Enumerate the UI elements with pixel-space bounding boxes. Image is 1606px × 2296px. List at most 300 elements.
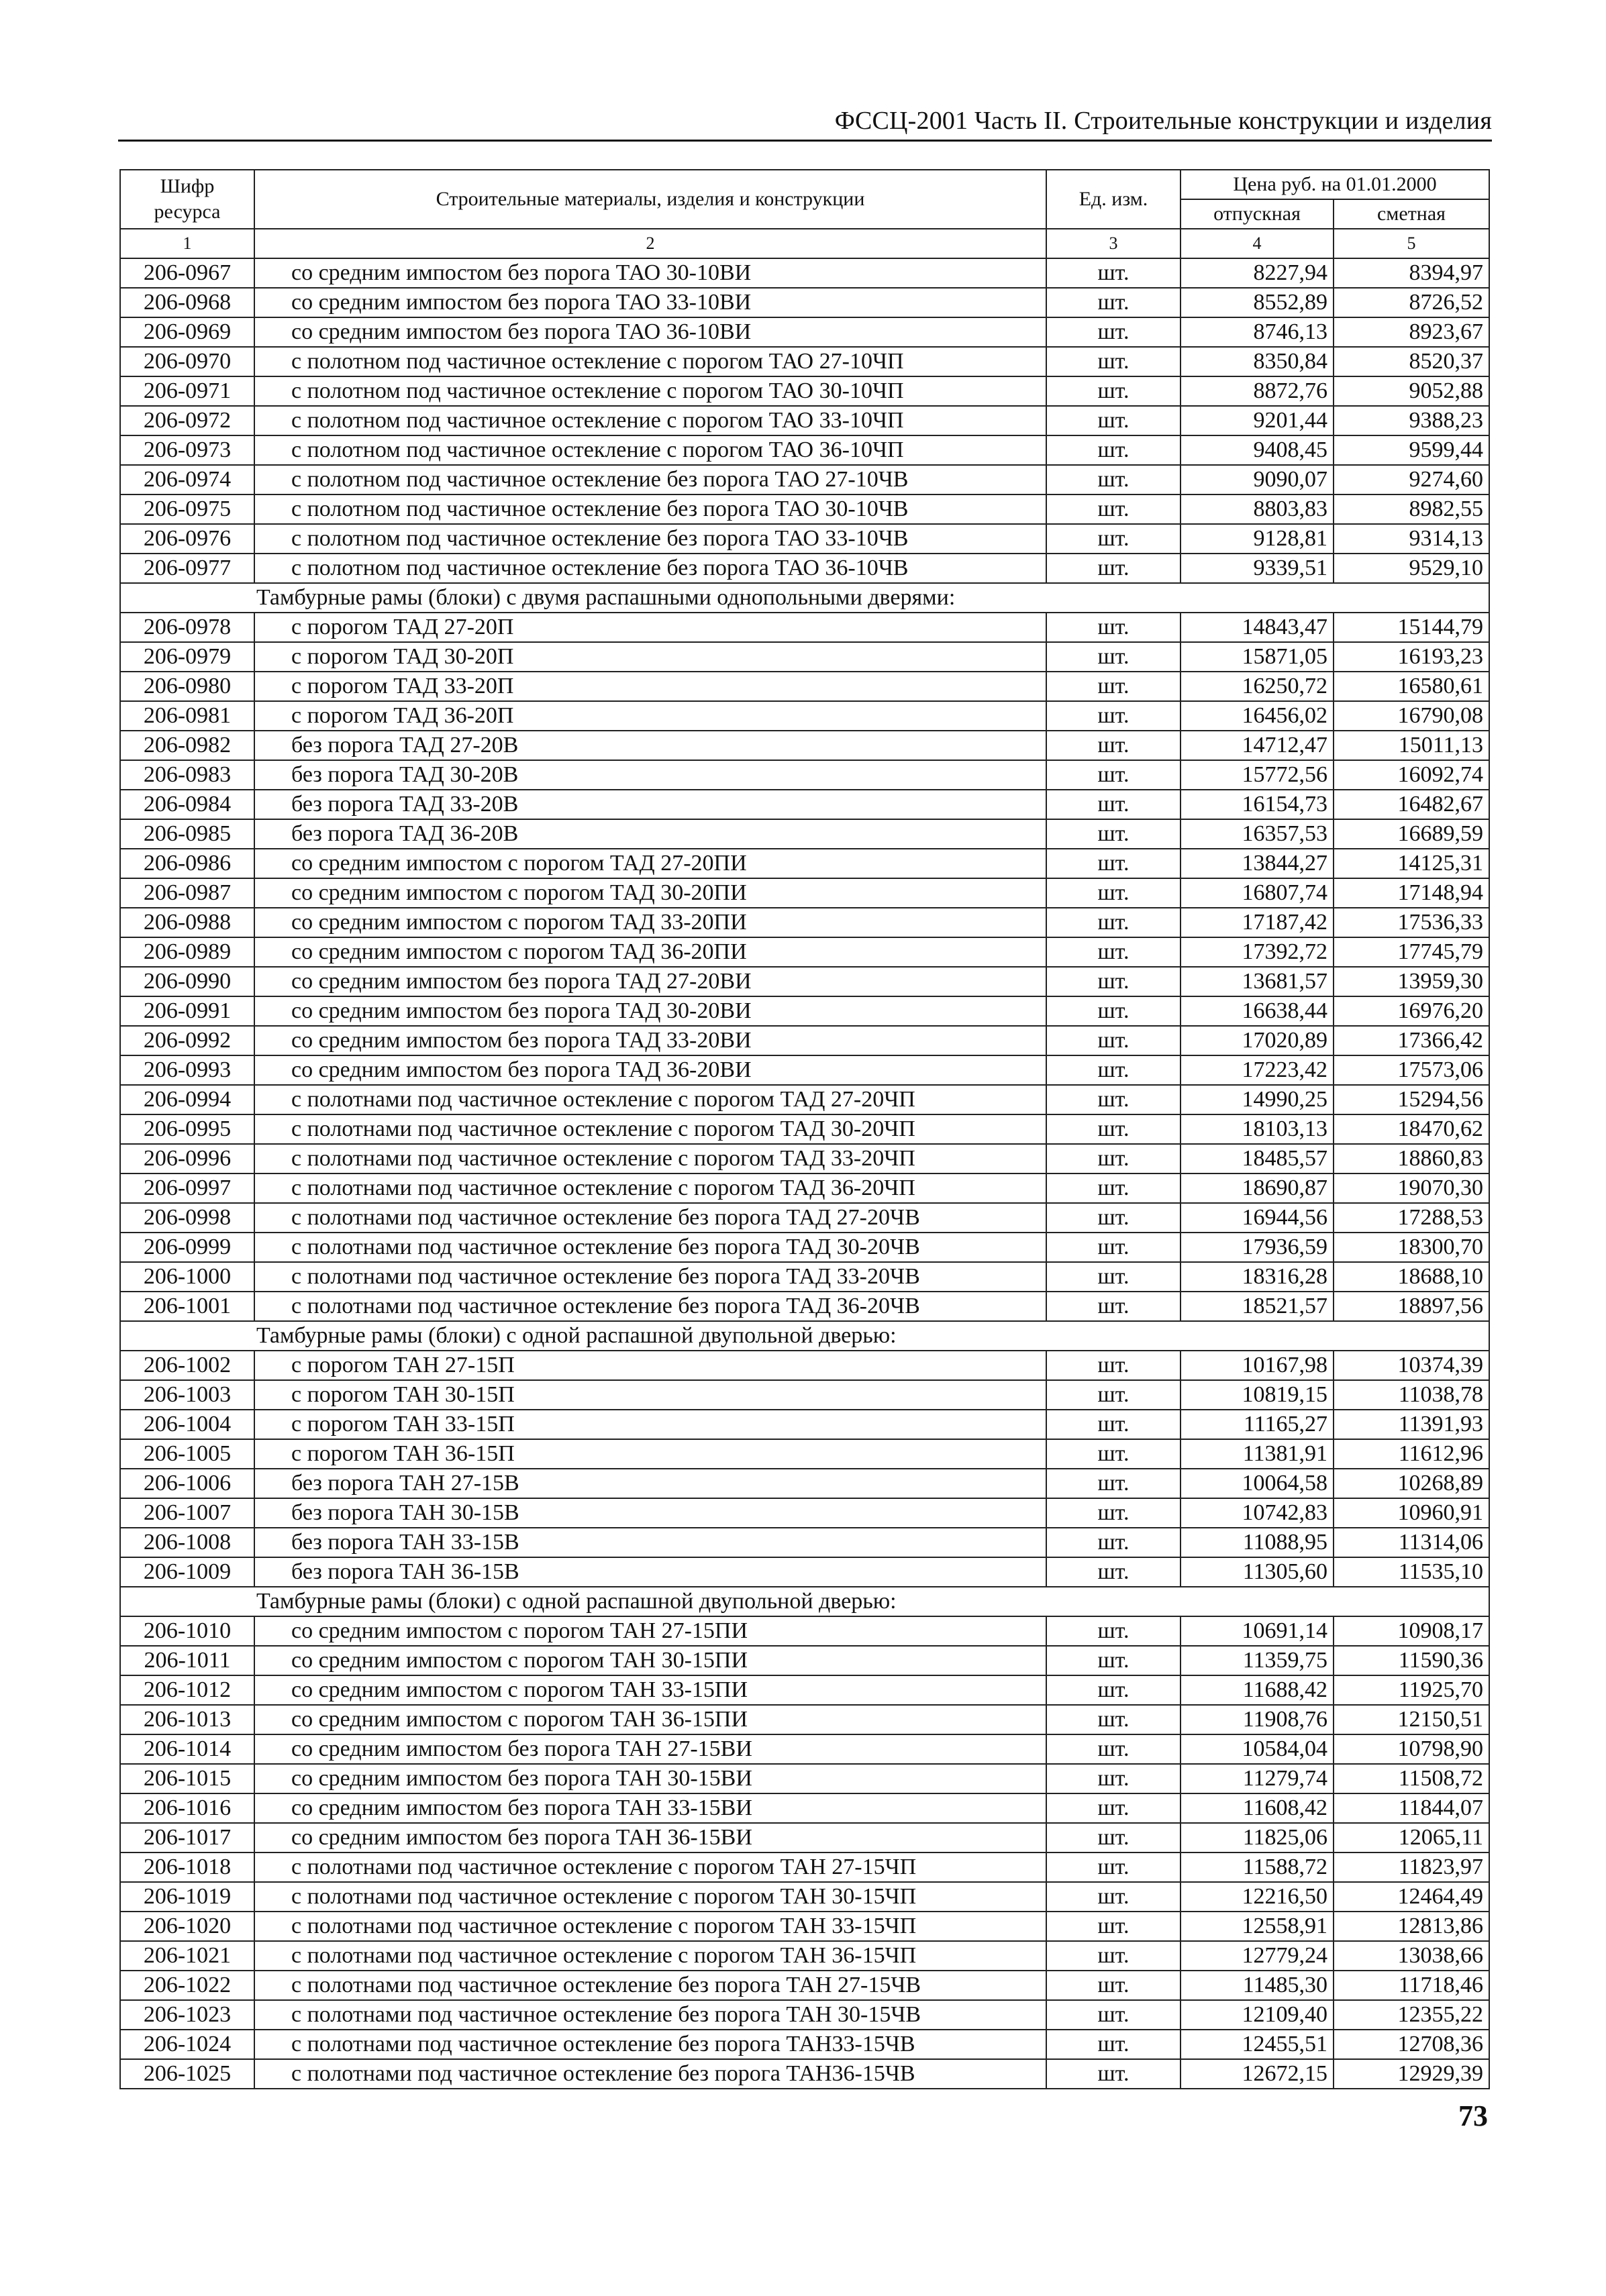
cell-code: 206-1020 <box>120 1912 254 1941</box>
cell-name: с полотнами под частичное остекление без порога ТАД 36-20ЧВ <box>254 1292 1046 1321</box>
cell-code: 206-1023 <box>120 2000 254 2030</box>
cell-release-price: 10691,14 <box>1181 1616 1334 1646</box>
cell-code: 206-0999 <box>120 1233 254 1262</box>
table-row <box>120 878 1489 908</box>
cell-release-price: 12216,50 <box>1181 1882 1334 1912</box>
cell-unit: шт. <box>1046 1912 1181 1941</box>
table-row <box>120 1203 1489 1233</box>
cell-estimate-price: 16482,67 <box>1334 790 1489 819</box>
header-rule <box>118 140 1492 142</box>
table-row <box>120 288 1489 317</box>
cell-release-price: 9339,51 <box>1181 554 1334 583</box>
table-row <box>120 1498 1489 1528</box>
table-row <box>120 908 1489 937</box>
cell-unit: шт. <box>1046 494 1181 524</box>
cell-estimate-price: 18470,62 <box>1334 1114 1489 1144</box>
cell-code: 206-1005 <box>120 1439 254 1469</box>
cell-name: с порогом ТАД 27-20П <box>254 613 1046 642</box>
cell-estimate-price: 10374,39 <box>1334 1351 1489 1380</box>
cell-estimate-price: 17288,53 <box>1334 1203 1489 1233</box>
cell-code: 206-0990 <box>120 967 254 996</box>
cell-unit: шт. <box>1046 849 1181 878</box>
cell-estimate-price: 11038,78 <box>1334 1380 1489 1410</box>
cell-name: со средним импостом с порогом ТАН 30-15ПИ <box>254 1646 1046 1675</box>
cell-name: с полотном под частичное остекление без порога ТАО 27-10ЧВ <box>254 465 1046 494</box>
cell-code: 206-0993 <box>120 1055 254 1085</box>
cell-estimate-price: 11925,70 <box>1334 1675 1489 1705</box>
cell-estimate-price: 15144,79 <box>1334 613 1489 642</box>
cell-release-price: 10584,04 <box>1181 1734 1334 1764</box>
table-row <box>120 2059 1489 2089</box>
cell-code: 206-1006 <box>120 1469 254 1498</box>
cell-unit: шт. <box>1046 347 1181 376</box>
cell-code: 206-0995 <box>120 1114 254 1144</box>
cell-code: 206-0982 <box>120 731 254 760</box>
cell-estimate-price: 18897,56 <box>1334 1292 1489 1321</box>
cell-estimate-price: 12708,36 <box>1334 2030 1489 2059</box>
cell-unit: шт. <box>1046 1380 1181 1410</box>
cell-code: 206-1004 <box>120 1410 254 1439</box>
cell-code: 206-1014 <box>120 1734 254 1764</box>
table-row <box>120 1823 1489 1853</box>
cell-estimate-price: 11823,97 <box>1334 1853 1489 1882</box>
cell-unit: шт. <box>1046 2030 1181 2059</box>
cell-release-price: 11165,27 <box>1181 1410 1334 1439</box>
cell-name: с полотнами под частичное остекление с порогом ТАН 33-15ЧП <box>254 1912 1046 1941</box>
cell-estimate-price: 17536,33 <box>1334 908 1489 937</box>
cell-code: 206-0970 <box>120 347 254 376</box>
cell-release-price: 18316,28 <box>1181 1262 1334 1292</box>
cell-name: со средним импостом с порогом ТАН 36-15ПИ <box>254 1705 1046 1734</box>
cell-release-price: 11485,30 <box>1181 1971 1334 2000</box>
cell-release-price: 18485,57 <box>1181 1144 1334 1173</box>
cell-code: 206-0967 <box>120 258 254 288</box>
cell-unit: шт. <box>1046 1853 1181 1882</box>
cell-unit: шт. <box>1046 1793 1181 1823</box>
cell-name: с порогом ТАН 33-15П <box>254 1410 1046 1439</box>
cell-unit: шт. <box>1046 672 1181 701</box>
cell-release-price: 17187,42 <box>1181 908 1334 937</box>
table-row <box>120 819 1489 849</box>
cell-estimate-price: 11535,10 <box>1334 1557 1489 1587</box>
table-row <box>120 760 1489 790</box>
cell-unit: шт. <box>1046 1439 1181 1469</box>
cell-release-price: 12109,40 <box>1181 2000 1334 2030</box>
cell-name: с полотнами под частичное остекление с порогом ТАД 30-20ЧП <box>254 1114 1046 1144</box>
cell-code: 206-0985 <box>120 819 254 849</box>
cell-unit: шт. <box>1046 1055 1181 1085</box>
cell-unit: шт. <box>1046 1557 1181 1587</box>
cell-release-price: 13844,27 <box>1181 849 1334 878</box>
table-row <box>120 554 1489 583</box>
cell-unit: шт. <box>1046 1351 1181 1380</box>
section-heading: Тамбурные рамы (блоки) с одной распашной двупольной дверью: <box>120 1321 1489 1351</box>
cell-estimate-price: 15011,13 <box>1334 731 1489 760</box>
cell-unit: шт. <box>1046 1114 1181 1144</box>
cell-estimate-price: 16790,08 <box>1334 701 1489 731</box>
cell-estimate-price: 16689,59 <box>1334 819 1489 849</box>
table-row <box>120 258 1489 288</box>
cell-unit: шт. <box>1046 1528 1181 1557</box>
col-number: 4 <box>1181 229 1334 258</box>
cell-unit: шт. <box>1046 1203 1181 1233</box>
table-row <box>120 849 1489 878</box>
header-price-group: Цена руб. на 01.01.2000 <box>1181 170 1489 199</box>
table-row <box>120 2000 1489 2030</box>
table-row <box>120 1439 1489 1469</box>
table-row <box>120 2030 1489 2059</box>
cell-release-price: 8803,83 <box>1181 494 1334 524</box>
cell-unit: шт. <box>1046 1675 1181 1705</box>
table-row <box>120 1853 1489 1882</box>
cell-release-price: 14843,47 <box>1181 613 1334 642</box>
cell-code: 206-1010 <box>120 1616 254 1646</box>
cell-name: без порога ТАД 27-20В <box>254 731 1046 760</box>
cell-code: 206-1003 <box>120 1380 254 1410</box>
cell-unit: шт. <box>1046 1823 1181 1853</box>
cell-name: без порога ТАН 30-15В <box>254 1498 1046 1528</box>
cell-unit: шт. <box>1046 317 1181 347</box>
cell-name: с полотнами под частичное остекление без порога ТАД 33-20ЧВ <box>254 1262 1046 1292</box>
cell-release-price: 16456,02 <box>1181 701 1334 731</box>
cell-estimate-price: 10908,17 <box>1334 1616 1489 1646</box>
table-row <box>120 1114 1489 1144</box>
cell-estimate-price: 12355,22 <box>1334 2000 1489 2030</box>
cell-release-price: 14990,25 <box>1181 1085 1334 1114</box>
cell-name: с полотном под частичное остекление с порогом ТАО 33-10ЧП <box>254 406 1046 435</box>
section-heading: Тамбурные рамы (блоки) с двумя распашными однопольными дверями: <box>120 583 1489 613</box>
cell-estimate-price: 8923,67 <box>1334 317 1489 347</box>
cell-name: со средним импостом без порога ТАД 27-20ВИ <box>254 967 1046 996</box>
cell-code: 206-1012 <box>120 1675 254 1705</box>
cell-estimate-price: 19070,30 <box>1334 1173 1489 1203</box>
cell-name: без порога ТАН 27-15В <box>254 1469 1046 1498</box>
cell-code: 206-1000 <box>120 1262 254 1292</box>
cell-code: 206-0998 <box>120 1203 254 1233</box>
cell-estimate-price: 16193,23 <box>1334 642 1489 672</box>
cell-estimate-price: 10960,91 <box>1334 1498 1489 1528</box>
cell-release-price: 10742,83 <box>1181 1498 1334 1528</box>
cell-estimate-price: 9529,10 <box>1334 554 1489 583</box>
table-row <box>120 1705 1489 1734</box>
cell-estimate-price: 16976,20 <box>1334 996 1489 1026</box>
table-row <box>120 1793 1489 1823</box>
cell-name: с полотнами под частичное остекление с порогом ТАД 27-20ЧП <box>254 1085 1046 1114</box>
cell-name: без порога ТАД 33-20В <box>254 790 1046 819</box>
cell-code: 206-1001 <box>120 1292 254 1321</box>
cell-code: 206-0986 <box>120 849 254 878</box>
cell-unit: шт. <box>1046 376 1181 406</box>
table-row <box>120 1351 1489 1380</box>
cell-estimate-price: 12929,39 <box>1334 2059 1489 2089</box>
cell-release-price: 16807,74 <box>1181 878 1334 908</box>
cell-estimate-price: 8520,37 <box>1334 347 1489 376</box>
cell-release-price: 18103,13 <box>1181 1114 1334 1144</box>
cell-release-price: 11588,72 <box>1181 1853 1334 1882</box>
cell-release-price: 11381,91 <box>1181 1439 1334 1469</box>
cell-code: 206-0996 <box>120 1144 254 1173</box>
cell-unit: шт. <box>1046 1941 1181 1971</box>
cell-name: со средним импостом с порогом ТАД 36-20ПИ <box>254 937 1046 967</box>
table-row <box>120 1173 1489 1203</box>
table-body <box>120 258 1489 2089</box>
cell-release-price: 12455,51 <box>1181 2030 1334 2059</box>
cell-unit: шт. <box>1046 1764 1181 1793</box>
table-row <box>120 1646 1489 1675</box>
cell-code: 206-0976 <box>120 524 254 554</box>
header-name: Строительные материалы, изделия и конструкции <box>254 170 1046 229</box>
column-number-row <box>120 229 1489 258</box>
cell-release-price: 17223,42 <box>1181 1055 1334 1085</box>
cell-estimate-price: 9314,13 <box>1334 524 1489 554</box>
cell-release-price: 10064,58 <box>1181 1469 1334 1498</box>
cell-release-price: 13681,57 <box>1181 967 1334 996</box>
table-row <box>120 465 1489 494</box>
cell-estimate-price: 12813,86 <box>1334 1912 1489 1941</box>
cell-release-price: 16638,44 <box>1181 996 1334 1026</box>
cell-name: с полотном под частичное остекление без порога ТАО 36-10ЧВ <box>254 554 1046 583</box>
table-row <box>120 967 1489 996</box>
cell-release-price: 12558,91 <box>1181 1912 1334 1941</box>
cell-name: без порога ТАН 33-15В <box>254 1528 1046 1557</box>
cell-code: 206-1017 <box>120 1823 254 1853</box>
cell-estimate-price: 12065,11 <box>1334 1823 1489 1853</box>
cell-estimate-price: 17573,06 <box>1334 1055 1489 1085</box>
cell-unit: шт. <box>1046 1734 1181 1764</box>
cell-code: 206-0977 <box>120 554 254 583</box>
cell-unit: шт. <box>1046 1705 1181 1734</box>
cell-estimate-price: 12150,51 <box>1334 1705 1489 1734</box>
section-heading: Тамбурные рамы (блоки) с одной распашной двупольной дверью: <box>120 1587 1489 1616</box>
table-head <box>120 170 1489 258</box>
table-row <box>120 524 1489 554</box>
cell-release-price: 8350,84 <box>1181 347 1334 376</box>
cell-code: 206-0981 <box>120 701 254 731</box>
cell-release-price: 16250,72 <box>1181 672 1334 701</box>
table-row <box>120 1528 1489 1557</box>
cell-estimate-price: 8982,55 <box>1334 494 1489 524</box>
cell-name: с полотнами под частичное остекление без порога ТАН 30-15ЧВ <box>254 2000 1046 2030</box>
cell-estimate-price: 11718,46 <box>1334 1971 1489 2000</box>
cell-estimate-price: 8726,52 <box>1334 288 1489 317</box>
cell-code: 206-0989 <box>120 937 254 967</box>
cell-estimate-price: 18688,10 <box>1334 1262 1489 1292</box>
cell-estimate-price: 14125,31 <box>1334 849 1489 878</box>
cell-release-price: 14712,47 <box>1181 731 1334 760</box>
col-number: 3 <box>1046 229 1181 258</box>
cell-code: 206-0972 <box>120 406 254 435</box>
cell-release-price: 8552,89 <box>1181 288 1334 317</box>
cell-unit: шт. <box>1046 1498 1181 1528</box>
cell-release-price: 11279,74 <box>1181 1764 1334 1793</box>
cell-release-price: 8872,76 <box>1181 376 1334 406</box>
cell-estimate-price: 13038,66 <box>1334 1941 1489 1971</box>
page-header-title: ФССЦ-2001 Часть II. Строительные конструкции и изделия <box>834 107 1492 135</box>
header-code: Шифр ресурса <box>120 170 254 229</box>
cell-release-price: 17392,72 <box>1181 937 1334 967</box>
cell-release-price: 11359,75 <box>1181 1646 1334 1675</box>
cell-unit: шт. <box>1046 967 1181 996</box>
cell-name: с полотнами под частичное остекление с порогом ТАН 27-15ЧП <box>254 1853 1046 1882</box>
cell-estimate-price: 18860,83 <box>1334 1144 1489 1173</box>
cell-name: со средним импостом без порога ТАО 36-10ВИ <box>254 317 1046 347</box>
table-row <box>120 494 1489 524</box>
cell-unit: шт. <box>1046 1616 1181 1646</box>
cell-estimate-price: 10268,89 <box>1334 1469 1489 1498</box>
cell-code: 206-0984 <box>120 790 254 819</box>
table-row <box>120 1734 1489 1764</box>
cell-estimate-price: 9274,60 <box>1334 465 1489 494</box>
cell-unit: шт. <box>1046 790 1181 819</box>
cell-name: с полотном под частичное остекление с порогом ТАО 36-10ЧП <box>254 435 1046 465</box>
cell-estimate-price: 8394,97 <box>1334 258 1489 288</box>
cell-code: 206-1019 <box>120 1882 254 1912</box>
cell-release-price: 10167,98 <box>1181 1351 1334 1380</box>
cell-release-price: 9201,44 <box>1181 406 1334 435</box>
cell-release-price: 16944,56 <box>1181 1203 1334 1233</box>
table-row <box>120 642 1489 672</box>
section-heading-row <box>120 1321 1489 1351</box>
header-release: отпускная <box>1181 199 1334 229</box>
cell-code: 206-0994 <box>120 1085 254 1114</box>
cell-name: без порога ТАД 36-20В <box>254 819 1046 849</box>
cell-estimate-price: 12464,49 <box>1334 1882 1489 1912</box>
cell-name: с полотнами под частичное остекление без порога ТАН 27-15ЧВ <box>254 1971 1046 2000</box>
cell-code: 206-0969 <box>120 317 254 347</box>
price-table <box>119 169 1490 2089</box>
cell-code: 206-1024 <box>120 2030 254 2059</box>
cell-name: со средним импостом без порога ТАО 30-10ВИ <box>254 258 1046 288</box>
cell-estimate-price: 17745,79 <box>1334 937 1489 967</box>
cell-name: со средним импостом без порога ТАН 33-15ВИ <box>254 1793 1046 1823</box>
cell-estimate-price: 17366,42 <box>1334 1026 1489 1055</box>
cell-estimate-price: 9388,23 <box>1334 406 1489 435</box>
cell-unit: шт. <box>1046 1233 1181 1262</box>
cell-name: со средним импостом с порогом ТАД 33-20ПИ <box>254 908 1046 937</box>
table-row <box>120 317 1489 347</box>
cell-unit: шт. <box>1046 1971 1181 2000</box>
cell-unit: шт. <box>1046 996 1181 1026</box>
cell-estimate-price: 11508,72 <box>1334 1764 1489 1793</box>
cell-code: 206-0980 <box>120 672 254 701</box>
cell-code: 206-1025 <box>120 2059 254 2089</box>
cell-unit: шт. <box>1046 1262 1181 1292</box>
cell-code: 206-1022 <box>120 1971 254 2000</box>
cell-unit: шт. <box>1046 1410 1181 1439</box>
cell-release-price: 11608,42 <box>1181 1793 1334 1823</box>
cell-release-price: 9408,45 <box>1181 435 1334 465</box>
cell-unit: шт. <box>1046 642 1181 672</box>
table-row <box>120 996 1489 1026</box>
cell-estimate-price: 10798,90 <box>1334 1734 1489 1764</box>
cell-release-price: 15772,56 <box>1181 760 1334 790</box>
cell-estimate-price: 15294,56 <box>1334 1085 1489 1114</box>
cell-code: 206-1009 <box>120 1557 254 1587</box>
cell-release-price: 12779,24 <box>1181 1941 1334 1971</box>
cell-estimate-price: 16092,74 <box>1334 760 1489 790</box>
cell-unit: шт. <box>1046 258 1181 288</box>
cell-unit: шт. <box>1046 406 1181 435</box>
page-number: 73 <box>1458 2099 1488 2132</box>
cell-release-price: 12672,15 <box>1181 2059 1334 2089</box>
cell-estimate-price: 11590,36 <box>1334 1646 1489 1675</box>
table-row <box>120 613 1489 642</box>
table-row <box>120 731 1489 760</box>
cell-name: без порога ТАД 30-20В <box>254 760 1046 790</box>
table-row <box>120 1675 1489 1705</box>
cell-name: с полотнами под частичное остекление без порога ТАД 27-20ЧВ <box>254 1203 1046 1233</box>
cell-name: с порогом ТАД 36-20П <box>254 701 1046 731</box>
cell-release-price: 15871,05 <box>1181 642 1334 672</box>
cell-name: с полотном под частичное остекление с порогом ТАО 27-10ЧП <box>254 347 1046 376</box>
cell-name: со средним импостом без порога ТАН 36-15ВИ <box>254 1823 1046 1853</box>
cell-unit: шт. <box>1046 878 1181 908</box>
cell-release-price: 11825,06 <box>1181 1823 1334 1853</box>
cell-unit: шт. <box>1046 1026 1181 1055</box>
table-row <box>120 1055 1489 1085</box>
cell-unit: шт. <box>1046 819 1181 849</box>
col-number: 2 <box>254 229 1046 258</box>
cell-code: 206-0973 <box>120 435 254 465</box>
table-row <box>120 1616 1489 1646</box>
cell-unit: шт. <box>1046 1292 1181 1321</box>
cell-unit: шт. <box>1046 1469 1181 1498</box>
section-heading-row <box>120 583 1489 613</box>
table-row <box>120 1971 1489 2000</box>
cell-estimate-price: 17148,94 <box>1334 878 1489 908</box>
table-row <box>120 1557 1489 1587</box>
cell-unit: шт. <box>1046 937 1181 967</box>
cell-code: 206-0987 <box>120 878 254 908</box>
cell-name: с полотнами под частичное остекление без порога ТАД 30-20ЧВ <box>254 1233 1046 1262</box>
cell-code: 206-1021 <box>120 1941 254 1971</box>
cell-unit: шт. <box>1046 465 1181 494</box>
cell-unit: шт. <box>1046 1085 1181 1114</box>
cell-code: 206-1007 <box>120 1498 254 1528</box>
cell-unit: шт. <box>1046 2000 1181 2030</box>
cell-unit: шт. <box>1046 613 1181 642</box>
cell-unit: шт. <box>1046 1144 1181 1173</box>
cell-code: 206-0992 <box>120 1026 254 1055</box>
header-estimate: сметная <box>1334 199 1489 229</box>
cell-name: со средним импостом без порога ТАН 27-15ВИ <box>254 1734 1046 1764</box>
table-row <box>120 672 1489 701</box>
cell-name: со средним импостом без порога ТАО 33-10ВИ <box>254 288 1046 317</box>
table-row <box>120 1144 1489 1173</box>
table-row <box>120 347 1489 376</box>
table-row <box>120 376 1489 406</box>
cell-code: 206-1002 <box>120 1351 254 1380</box>
cell-code: 206-1013 <box>120 1705 254 1734</box>
cell-estimate-price: 16580,61 <box>1334 672 1489 701</box>
cell-name: с полотнами под частичное остекление без порога ТАН33-15ЧВ <box>254 2030 1046 2059</box>
table-row <box>120 1233 1489 1262</box>
table-row <box>120 1292 1489 1321</box>
cell-code: 206-0988 <box>120 908 254 937</box>
cell-name: со средним импостом с порогом ТАД 30-20ПИ <box>254 878 1046 908</box>
cell-name: с порогом ТАН 27-15П <box>254 1351 1046 1380</box>
cell-code: 206-0975 <box>120 494 254 524</box>
cell-estimate-price: 11314,06 <box>1334 1528 1489 1557</box>
cell-code: 206-0974 <box>120 465 254 494</box>
cell-release-price: 11088,95 <box>1181 1528 1334 1557</box>
col-number: 5 <box>1334 229 1489 258</box>
cell-release-price: 9090,07 <box>1181 465 1334 494</box>
cell-unit: шт. <box>1046 908 1181 937</box>
cell-code: 206-1015 <box>120 1764 254 1793</box>
cell-code: 206-0991 <box>120 996 254 1026</box>
cell-release-price: 8227,94 <box>1181 258 1334 288</box>
